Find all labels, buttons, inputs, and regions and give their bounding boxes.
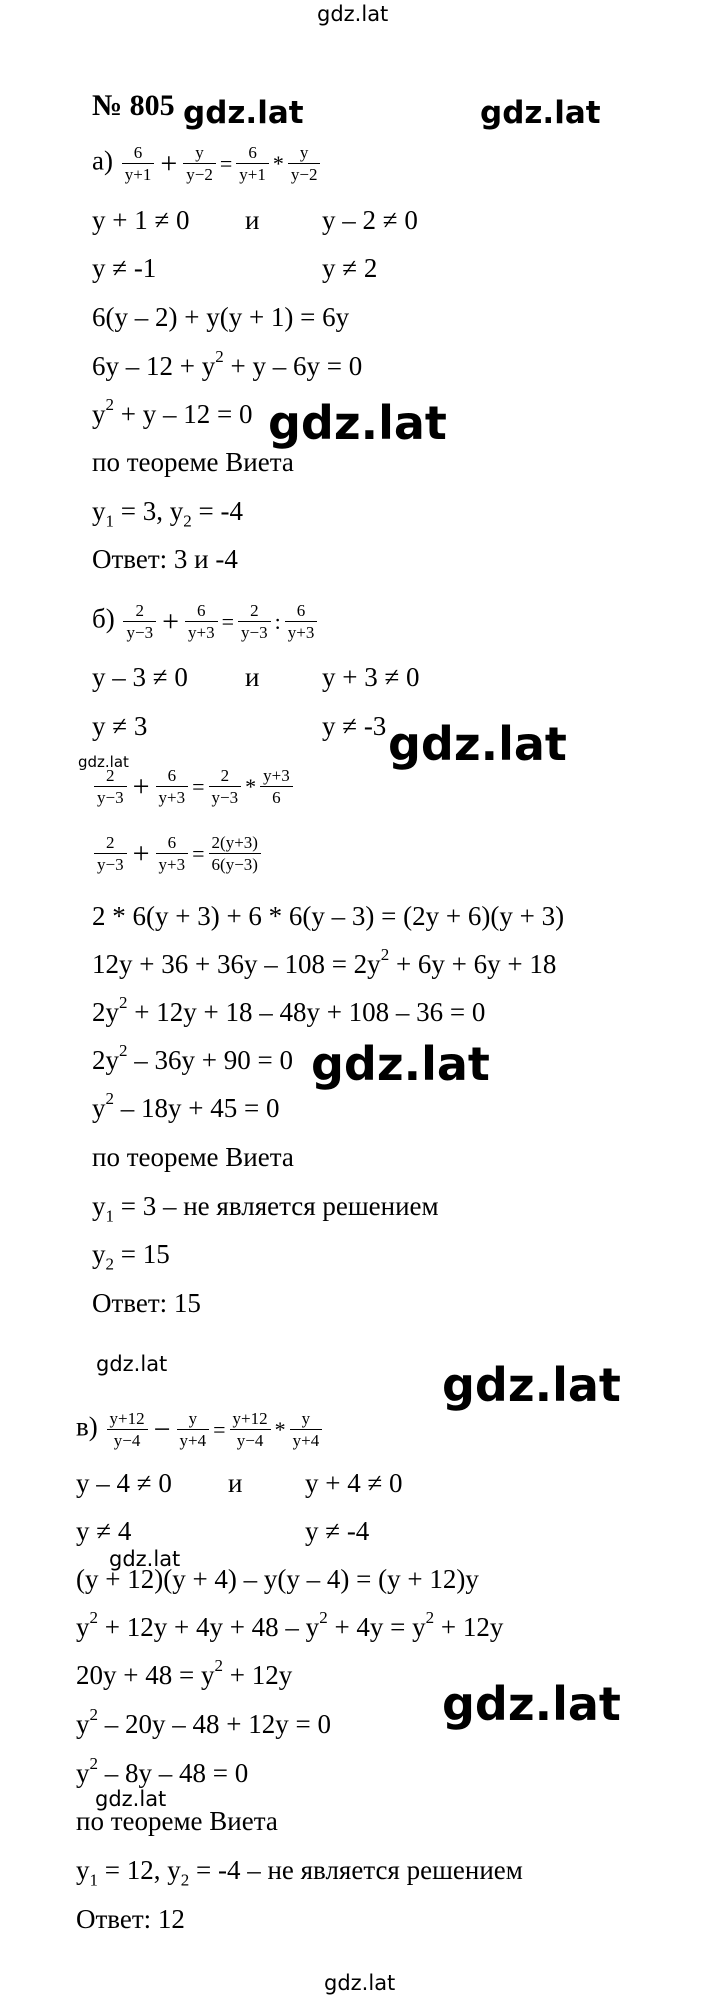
roots-line: $y_1 = 3$, $y_2 = -4$	[92, 496, 243, 531]
minus-sign: −	[153, 1412, 171, 1446]
plus-sign: +	[162, 604, 179, 638]
fraction: $\frac{6}{y+1}$	[122, 142, 155, 185]
solution-line: $2y^2 - 36y + 90 = 0$	[92, 1041, 293, 1075]
solution-line: $y^2 - 20y - 48 + 12y = 0$	[76, 1705, 331, 1739]
condition-right: y – 2 ≠ 0	[322, 205, 418, 235]
equals-sign: =	[213, 1416, 226, 1442]
fraction: $\frac{y+3}{6}$	[260, 765, 293, 808]
fraction: $\frac{2}{y-3}$	[94, 765, 127, 808]
solution-line: $2y^2 + 12y + 18 - 48y + 108 - 36 = 0$	[92, 993, 486, 1027]
solution-line: $y^2 + 12y + 4y + 48 - y^2 + 4y = y^2 + 12y$	[76, 1608, 504, 1642]
roots-line: $y_1 = 3$ – не является решением	[92, 1191, 439, 1226]
watermark: gdz.lat	[317, 2, 389, 26]
fraction: $\frac{y}{y-2}$	[288, 142, 321, 185]
answer: Ответ: 15	[92, 1288, 201, 1318]
watermark: gdz.lat	[324, 1971, 396, 1995]
part-label: б)	[92, 603, 115, 634]
fraction: $\frac{2}{y-3}$	[123, 600, 156, 643]
watermark: gdz.lat	[109, 1547, 181, 1571]
condition-left: y ≠ 4	[76, 1516, 132, 1546]
fraction: $\frac{6}{y+1}$	[236, 142, 269, 185]
watermark: gdz.lat	[442, 1358, 621, 1412]
condition-right: y + 4 ≠ 0	[305, 1468, 403, 1498]
equals-sign: =	[192, 840, 205, 866]
plus-sign: +	[160, 146, 178, 180]
answer: Ответ: 12	[76, 1904, 185, 1934]
condition-right: y ≠ -3	[322, 711, 387, 741]
fraction: $\frac{y}{y+4}$	[177, 1408, 210, 1451]
part-label: а)	[92, 145, 113, 176]
solution-line: 6(y – 2) + y(y + 1) = 6y	[92, 302, 350, 332]
equation-b-step	[92, 832, 263, 875]
fraction: $\frac{2}{y-3}$	[209, 765, 242, 808]
solution-line: 2 * 6(y + 3) + 6 * 6(y – 3) = (2y + 6)(y + 3)	[92, 901, 565, 931]
roots-line: $y_1 = 12$, $y_2 = -4$ – не является решением	[76, 1855, 523, 1890]
watermark: gdz.lat	[480, 95, 601, 131]
answer: Ответ: 3 и -4	[92, 544, 238, 574]
fraction: $\frac{2(y+3)}{6(y-3)}$	[209, 832, 261, 875]
watermark: gdz.lat	[95, 1787, 167, 1811]
solution-line: $20y + 48 = y^2 + 12y$	[76, 1656, 293, 1690]
condition-left: y ≠ 3	[92, 711, 148, 741]
condition-right: y ≠ 2	[322, 253, 378, 283]
watermark: gdz.lat	[442, 1677, 621, 1731]
condition-right: y + 3 ≠ 0	[322, 662, 420, 692]
part-label: в)	[76, 1411, 98, 1442]
watermark: gdz.lat	[183, 95, 304, 131]
equation-b-step	[92, 765, 295, 808]
solution-line: $12y + 36 + 36y - 108 = 2y^2 + 6y + 6y + 18$	[92, 945, 557, 979]
condition-and: и	[245, 205, 260, 235]
divide-sign: :	[274, 608, 281, 634]
watermark: gdz.lat	[268, 396, 447, 450]
fraction: $\frac{2}{y-3}$	[238, 600, 271, 643]
solution-line: (y + 12)(y + 4) – y(y – 4) = (y + 12)y	[76, 1564, 479, 1594]
fraction: $\frac{6}{y+3}$	[156, 765, 189, 808]
condition-left: y – 4 ≠ 0	[76, 1468, 172, 1498]
watermark: gdz.lat	[96, 1352, 168, 1376]
multiply-sign: *	[272, 150, 284, 176]
plus-sign: +	[132, 836, 150, 870]
fraction: $\frac{6}{y+3}$	[156, 832, 189, 875]
condition-right: y ≠ -4	[305, 1516, 370, 1546]
equals-sign: =	[221, 608, 235, 634]
vieta-label: по теореме Виета	[92, 1142, 294, 1172]
solution-line: $y^2 - 8y - 48 = 0$	[76, 1754, 249, 1788]
solution-line: $6y - 12 + y^2 + y - 6y = 0$	[92, 347, 363, 381]
watermark: gdz.lat	[388, 717, 567, 771]
solution-line: $y^2 - 18y + 45 = 0$	[92, 1089, 280, 1123]
vieta-label: по теореме Виета	[76, 1806, 278, 1836]
fraction: $\frac{6}{y+3}$	[285, 600, 318, 643]
watermark: gdz.lat	[78, 753, 129, 771]
problem-number: № 805	[92, 89, 175, 122]
plus-sign: +	[132, 769, 150, 803]
fraction: $\frac{6}{y+3}$	[185, 600, 218, 643]
condition-and: и	[228, 1468, 243, 1498]
watermark: gdz.lat	[311, 1037, 490, 1091]
fraction: $\frac{y+12}{y-4}$	[230, 1408, 271, 1451]
equals-sign: =	[192, 773, 205, 799]
multiply-sign: *	[245, 773, 257, 799]
vieta-label: по теореме Виета	[92, 447, 294, 477]
solution-line: $y^2 + y - 12 = 0$	[92, 395, 253, 429]
fraction: $\frac{y+12}{y-4}$	[107, 1408, 148, 1451]
fraction: $\frac{y}{y+4}$	[290, 1408, 323, 1451]
equation-a	[92, 142, 322, 185]
condition-left: y – 3 ≠ 0	[92, 662, 188, 692]
equation-c	[76, 1408, 324, 1451]
fraction: $\frac{y}{y-2}$	[183, 142, 216, 185]
condition-left: y + 1 ≠ 0	[92, 205, 190, 235]
equals-sign: =	[219, 150, 233, 176]
condition-and: и	[245, 662, 260, 692]
equation-b	[92, 600, 319, 643]
roots-line: $y_2 = 15$	[92, 1239, 170, 1274]
fraction: $\frac{2}{y-3}$	[94, 832, 127, 875]
condition-left: y ≠ -1	[92, 253, 157, 283]
multiply-sign: *	[274, 1416, 286, 1442]
